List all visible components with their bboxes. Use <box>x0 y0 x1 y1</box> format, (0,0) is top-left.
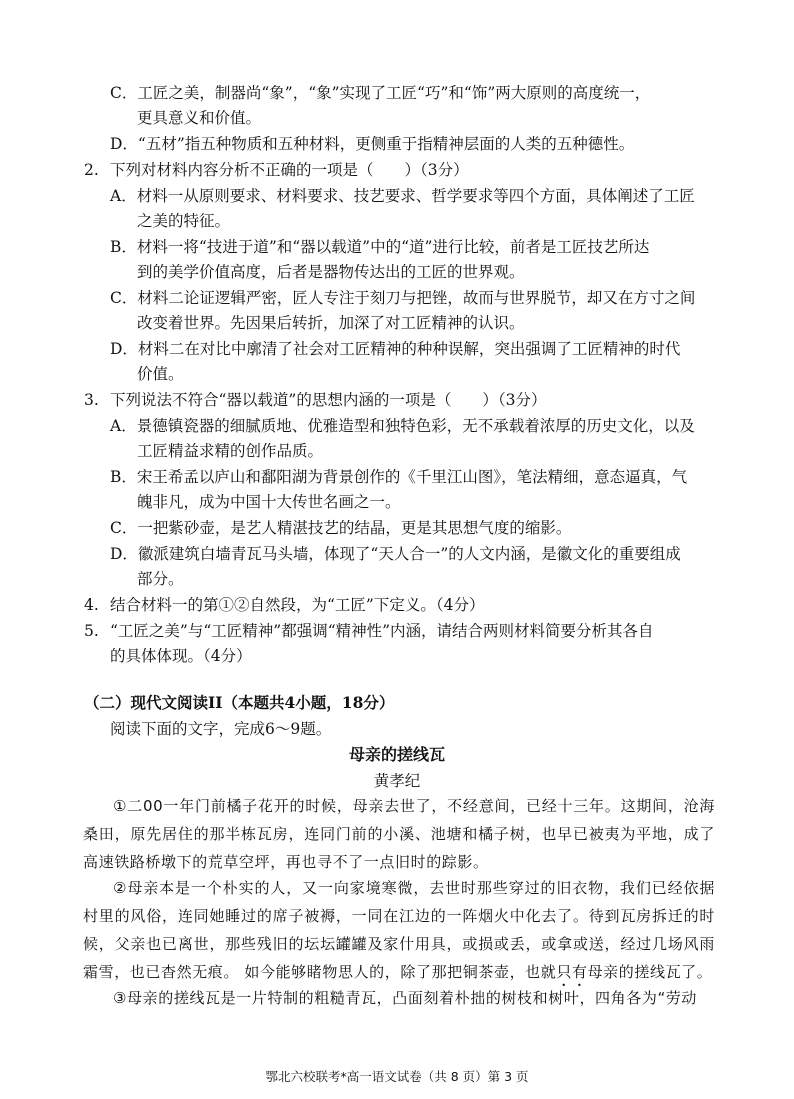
q5-number: 5. <box>84 622 99 640</box>
article-author: 黄孝纪 <box>373 772 421 790</box>
q4-stem: 结合材料一的第①②自然段，为“工匠”下定义。（4分） <box>110 596 485 614</box>
q2-option-d-line2: 价值。 <box>137 365 184 383</box>
q3-option-b-line1: B．宋王希孟以庐山和鄱阳湖为背景创作的《千里江山图》，笔法精细，意态逼真，气 <box>110 468 688 486</box>
q3-option-a-line1: A．景德镇瓷器的细腻质地、优雅造型和独特色彩，无不承载着浓厚的历史文化，以及 <box>110 417 695 435</box>
article-title: 母亲的搓线瓦 <box>348 745 445 764</box>
q1-option-d: D．“五材”指五种物质和五种材料，更侧重于指精神层面的人类的五种德性。 <box>110 135 635 153</box>
q2-option-b-line1: B．材料一将“技进于道”和“器以载道”中的“道”进行比较，前者是工匠技艺所达 <box>110 238 650 256</box>
article-paragraph-1: ①二00一年门前橘子花开的时候，母亲去世了，不经意间，已经十三年。这期间，沧海桑田，原先居住的那半栋瓦房，连同门前的小溪、池塘和橘子树，也早已被夷为平地，成了高速铁路桥墩下的荒草空坪，再也寻不了一点旧时的踪影。 <box>83 797 715 871</box>
q3-option-d-line2: 部分。 <box>137 570 184 588</box>
q3-option-b-line2: 魄非凡，成为中国十大传世名画之一。 <box>137 493 401 511</box>
paragraph-2-tail: 母亲的搓线瓦了。 <box>587 963 713 981</box>
q2-option-a-line2: 之美的特征。 <box>137 212 231 230</box>
q4-number: 4. <box>84 596 99 614</box>
q2-option-b-line2: 到的美学价值高度，后者是器物传达出的工匠的世界观。 <box>137 263 525 281</box>
section-instruction: 阅读下面的文字，完成6～9题。 <box>110 720 332 738</box>
q3-stem: 下列说法不符合“器以载道”的思想内涵的一项是（ ）（3分） <box>110 391 547 409</box>
q2-option-a-line1: A．材料一从原则要求、材料要求、技艺要求、哲学要求等四个方面，具体阐述了工匠 <box>110 187 695 205</box>
q3-number: 3. <box>84 391 99 409</box>
q1-option-c-line1: C．工匠之美，制器尚“象”，“象”实现了工匠“巧”和“饰”两大原则的高度统一， <box>110 84 651 102</box>
q3-option-a-line2: 工匠精益求精的创作品质。 <box>137 442 324 460</box>
article-paragraph-3: ③母亲的搓线瓦是一片特制的粗糙青瓦，凸面刻着朴拙的树枝和树叶，四角各为“劳动 <box>113 989 698 1007</box>
paragraph-2-emphasis: 只有 <box>556 963 588 981</box>
paragraph-2-main: ②母亲本是一个朴实的人，又一向家境寒微，去世时那些穿过的旧衣物，我们已经依据村里的风俗，连同她睡过的席子被褥，一同在江边的一阵烟火中化去了。待到瓦房拆迁的时候，父亲也已离世，那些残旧的坛坛罐罐及家什用具，或损或丢，或拿或送，经过几场风雨霜雪，也已杳然无痕。 如今能够睹物思人的，除了那把铜茶壶，也就 <box>83 879 715 981</box>
q2-stem: 下列对材料内容分析不正确的一项是（ ）（3分） <box>110 161 469 179</box>
q5-stem-line2: 的具体体现。（4分） <box>110 647 252 665</box>
page-footer: 鄂北六校联考*高一语文试卷（共 8 页）第 3 页 <box>265 1069 529 1084</box>
q1-option-c-line2: 更具意义和价值。 <box>137 109 262 127</box>
q2-option-c-line1: C．材料二论证逻辑严密，匠人专注于刻刀与把锉，故而与世界脱节，却又在方寸之间 <box>110 289 696 307</box>
q5-stem-line1: “工匠之美”与“工匠精神”都强调“精神性”内涵，请结合两则材料简要分析其各自 <box>110 622 654 640</box>
q2-option-d-line1: D．材料二在对比中廓清了社会对工匠精神的种种误解，突出强调了工匠精神的时代 <box>110 340 681 358</box>
q3-option-d-line1: D．徽派建筑白墙青瓦马头墙，体现了“天人合一”的人文内涵，是徽文化的重要组成 <box>110 545 681 563</box>
q2-option-c-line2: 改变着世界。先因果后转折，加深了对工匠精神的认识。 <box>137 314 525 332</box>
section-heading: （二）现代文阅读II（本题共4小题，18分） <box>84 693 395 712</box>
article-paragraph-2 <box>83 874 715 990</box>
q3-option-c: C．一把紫砂壶，是艺人精湛技艺的结晶，更是其思想气度的缩影。 <box>110 519 572 537</box>
q2-number: 2. <box>84 161 99 179</box>
